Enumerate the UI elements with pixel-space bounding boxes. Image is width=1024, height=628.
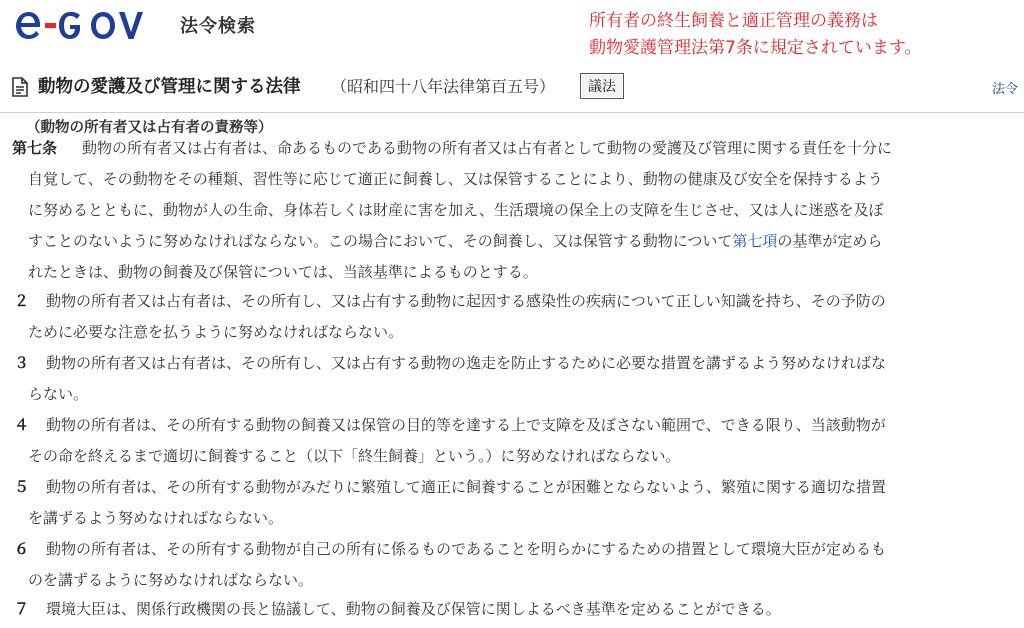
service-name: 法令検索 <box>180 16 256 37</box>
line-text: すことのないように努めなければならない。この場合において、その飼養し、又は保管する動物について <box>28 232 733 250</box>
paragraph-number: ７ <box>14 600 30 618</box>
paragraph-line: 動物の所有者は、その所有する動物が自己の所有に係るものであることを明らかにするための措置として環境大臣が定めるも <box>46 540 887 558</box>
paragraph-line: 動物の所有者は、その所有する動物がみだりに繁殖して適正に飼養することが困難とならないよう、繁殖に関する適切な措置 <box>46 478 887 496</box>
paragraph-line: に努めるとともに、動物が人の生命、身体若しくは財産に害を加え、生活環境の保全上の支障を生じさせ、又は人に迷惑を及ぼ <box>28 201 884 219</box>
paragraph-number: ５ <box>14 478 30 496</box>
paragraph-line: 動物の所有者又は占有者は、その所有し、又は占有する動物に起因する感染性の疾病について正しい知識を持ち、その予防の <box>46 292 886 310</box>
paragraph-number: ２ <box>14 292 30 310</box>
law-title-bar <box>0 60 1024 113</box>
law-number: （昭和四十八年法律第百五号） <box>331 77 556 96</box>
article-ref-link[interactable]: 第七項 <box>732 232 778 250</box>
annotation-note <box>589 8 921 62</box>
paragraph-line: 環境大臣は、関係行政機関の長と協議して、動物の飼養及び保管に関しよるべき基準を定めることができる。 <box>46 600 781 618</box>
side-nav-link[interactable]: 法令 <box>992 82 1019 97</box>
paragraph-line: 動物の所有者又は占有者は、命あるものである動物の所有者又は占有者として動物の愛護及び管理に関する責任を十分に <box>82 139 893 157</box>
paragraph-line: のを講ずるように努めなければならない。 <box>28 571 314 589</box>
article-caption: （動物の所有者又は占有者の責務等） <box>26 120 273 136</box>
egov-logo[interactable] <box>10 7 170 43</box>
paragraph-line: 動物の所有者は、その所有する動物の飼養又は保管の目的等を達する上で支障を及ぼさない範囲で、できる限り、当該動物が <box>46 416 886 434</box>
paragraph-number: ６ <box>14 540 30 558</box>
paragraph-line: れたときは、動物の飼養及び保管については、当該基準によるものとする。 <box>28 263 538 281</box>
article-label: 第七条 <box>12 139 58 157</box>
site-header <box>0 0 1024 61</box>
line-text: の基準が定めら <box>777 232 883 250</box>
origin-button[interactable]: 議法 <box>580 73 624 99</box>
paragraph-line: その命を終えるまで適切に飼養すること（以下「終生飼養」という。）に努めなければならない。 <box>28 447 681 465</box>
paragraph-number: ３ <box>14 354 30 372</box>
document-icon <box>11 77 29 101</box>
paragraph-line <box>28 230 882 251</box>
paragraph-line: 動物の所有者又は占有者は、その所有し、又は占有する動物の逸走を防止するために必要な措置を講ずるよう努めなければな <box>46 354 887 372</box>
paragraph-number: ４ <box>14 416 30 434</box>
law-title: 動物の愛護及び管理に関する法律 <box>38 77 301 97</box>
annotation-line-1: 所有者の終生飼養と適正管理の義務は <box>589 11 878 31</box>
paragraph-line: ために必要な注意を払うように努めなければならない。 <box>28 323 404 341</box>
paragraph-line: 自覚して、その動物をその種類、習性等に応じて適正に飼養し、又は保管することにより、動物の健康及び安全を保持するよう <box>28 170 883 188</box>
paragraph-line: を講ずるよう努めなければならない。 <box>28 509 284 527</box>
paragraph-line: らない。 <box>28 385 89 403</box>
annotation-line-2: 動物愛護管理法第7条に規定されています。 <box>589 38 922 58</box>
